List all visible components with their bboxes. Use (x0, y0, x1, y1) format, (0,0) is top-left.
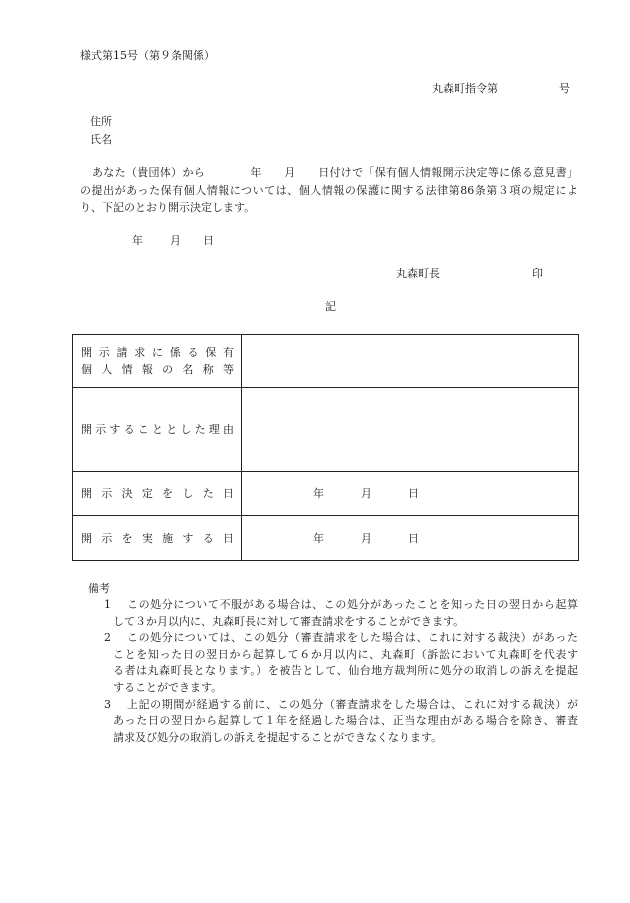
table-label-line: 開示を実施する日 (81, 531, 234, 545)
reason-value-cell (242, 388, 579, 472)
table-row (73, 472, 579, 516)
intro-line: の提出があった保有個人情報については、個人情報の保護に関する法律第86条第３項の規定によ (80, 183, 578, 197)
remark-line: 請求及び処分の取消しの訴えを提起することができなくなります。 (113, 730, 443, 744)
day-label: 日 (408, 487, 419, 500)
remark-line: る者は丸森町長となります。）を被告として、仙台地方裁判所に処分の取消しの訴えを提起 (113, 664, 578, 678)
implementation-date (242, 530, 578, 547)
intro-paragraph (80, 164, 578, 217)
reason-label-cell (73, 388, 242, 472)
info-name-value-cell (242, 335, 579, 388)
decision-date-label-cell (73, 472, 242, 516)
remark-line: この処分について不服がある場合は、この処分があったことを知った日の翌日から起算 (127, 598, 578, 611)
directive-number-suffix: 号 (559, 82, 570, 95)
form-number: 様式第15号（第９条関係） (80, 49, 215, 62)
remark-number: 1 (104, 598, 111, 611)
name-label: 氏名 (90, 133, 112, 146)
remark-item (104, 630, 578, 696)
table-row (73, 516, 579, 561)
remark-line: ことを知った日の翌日から起算して６か月以内に、丸森町（訴訟において丸森町を代表す (113, 647, 578, 661)
issue-date-year-label: 年 (132, 234, 143, 247)
remark-item (104, 697, 578, 747)
month-label: 月 (361, 531, 372, 545)
issuer-title: 丸森町長 (396, 267, 440, 280)
day-label: 日 (408, 531, 419, 545)
implementation-date-label-cell (73, 516, 242, 561)
month-label: 月 (361, 487, 372, 500)
table-label-line: 開示決定をした日 (81, 487, 234, 500)
issue-date-day-label: 日 (203, 234, 214, 247)
remark-line: この処分については、この処分（審査請求をした場合は、これに対する裁決）があった (127, 631, 578, 645)
remarks-heading: 備考 (88, 582, 110, 595)
remark-item (104, 597, 578, 630)
table-label-line: 開示請求に係る保有 (81, 346, 234, 359)
year-label: 年 (313, 487, 324, 500)
implementation-date-value-cell (242, 516, 579, 561)
remarks-list (104, 597, 578, 746)
issue-date-month-label: 月 (170, 234, 181, 247)
remark-line: 上記の期間が経過する前に、この処分（審査請求をした場合は、これに対する裁決）が (127, 697, 578, 711)
remark-number: 2 (104, 631, 111, 645)
remark-line: することができます。 (113, 680, 223, 694)
directive-number-prefix: 丸森町指令第 (432, 82, 498, 95)
record-heading: 記 (325, 300, 336, 313)
table-label-line: 開示することとした理由 (81, 423, 234, 436)
disclosure-table (72, 334, 579, 561)
seal-mark: 印 (532, 267, 543, 280)
remark-line: あった日の翌日から起算して１年を経過した場合は、正当な理由がある場合を除き、審査 (113, 714, 578, 728)
table-row (73, 335, 579, 388)
info-name-label-cell (73, 335, 242, 388)
remark-line: して３か月以内に、丸森町長に対して審査請求をすることができます。 (113, 614, 465, 628)
year-label: 年 (313, 531, 324, 545)
intro-line: り、下記のとおり開示決定します。 (80, 201, 256, 214)
table-row (73, 388, 579, 472)
table-label-line: 個人情報の名称等 (81, 363, 234, 376)
decision-date-value-cell (242, 472, 579, 516)
intro-line: あなた（貴団体）から 年 月 日付けで「保有個人情報開示決定等に係る意見書」 (92, 166, 578, 179)
remark-number: 3 (104, 697, 111, 711)
address-label: 住所 (90, 115, 112, 128)
decision-date (242, 485, 578, 502)
